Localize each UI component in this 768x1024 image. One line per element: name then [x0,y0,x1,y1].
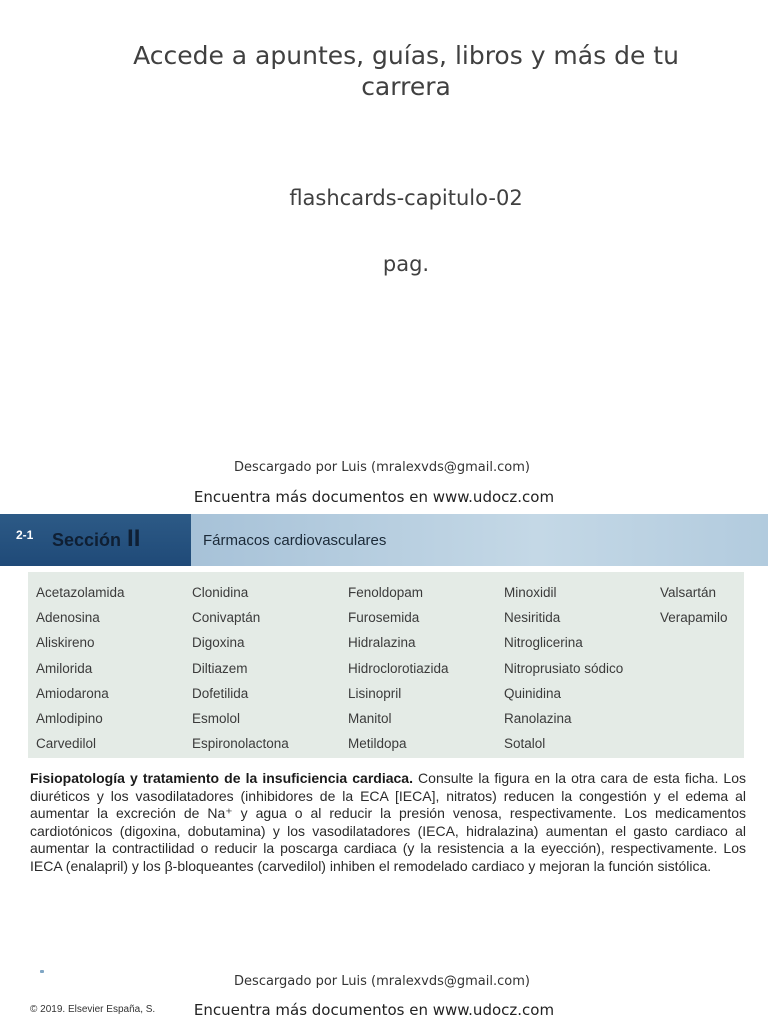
card-body-text [30,770,746,876]
drug-item: Conivaptán [192,610,261,626]
drug-column [36,580,125,756]
drug-item: Carvedilol [36,736,97,752]
drug-list [28,572,744,758]
drug-item: Lisinopril [348,685,402,701]
flashcard [0,514,768,914]
drug-item: Metildopa [348,736,407,752]
drug-column [192,580,289,756]
drug-item: Quinidina [504,685,562,701]
section-banner [0,514,768,566]
drug-item: Valsartán [660,585,717,600]
section-roman: II [127,525,141,552]
drug-column [660,580,728,630]
drug-item: Adenosina [36,610,100,626]
more-documents-link-footer[interactable]: Encuentra más documentos en www.udocz.com [193,1001,555,1019]
copyright-notice: © 2019. Elsevier España, S. [30,1004,156,1015]
drug-item: Amlodipino [36,710,103,726]
drug-item: Sotalol [504,736,546,752]
downloaded-by-notice-footer: Descargado por Luis (mralexvds@gmail.com) [234,974,530,989]
more-documents-link[interactable]: Encuentra más documentos en www.udocz.com [193,488,555,506]
section-header [0,514,191,566]
drug-item: Furosemida [348,610,420,626]
drug-item: Esmolol [192,710,241,726]
subject-title: Fármacos cardiovasculares [203,532,387,549]
subject-header [191,514,768,566]
decorative-dot [40,970,44,973]
drug-item: Manitol [348,710,392,726]
page-title: Accede a apuntes, guías, libros y más de tu carrera [133,41,679,101]
drug-item: Nitroglicerina [504,635,583,651]
drug-column [504,580,623,756]
section-label [52,525,140,553]
drug-item: Minoxidil [504,585,557,600]
page-label: pag. [382,252,430,276]
section-word: Sección [52,530,122,550]
drug-item: Nesiritida [504,610,561,626]
drug-item: Hidroclorotiazida [348,660,449,676]
drug-item: Ranolazina [504,710,572,726]
card-number: 2-1 [16,528,34,542]
drug-item: Amiodarona [36,685,109,701]
drug-item: Hidralazina [348,635,416,651]
downloaded-by-notice: Descargado por Luis (mralexvds@gmail.com) [234,460,530,475]
body-paragraph: Consulte la figura en la otra cara de esta ficha. Los diuréticos y los vasodilatadores (inhibidores de la ECA [IECA], nitratos) reducen la congestión y el edema al aumentar la excreción de Na⁺ y agua o al reducir la presión venosa, respectivamente. Los medicamentos cardiotónicos (digoxina, dobutamina) y los vasodilatadores (IECA, hidralazina) aumentan el gasto cardiaco al aumentar la contractilidad o reducir la poscarga cardiaca (y la resistencia a la eyección), respectivamente. Los IECA (enalapril) y los β-bloqueantes (carvedilol) inhiben el remodelado cardiaco y mejoran la función sistólica. [30,770,746,874]
drug-item: Aliskireno [36,635,95,651]
drug-column [348,580,449,756]
drug-item: Verapamilo [660,610,728,626]
drug-item: Clonidina [192,585,249,600]
drug-item: Amilorida [36,660,93,676]
drug-item: Acetazolamida [36,585,125,600]
drug-item: Nitroprusiato sódico [504,660,624,676]
drug-item: Dofetilida [192,685,249,701]
drug-item: Digoxina [192,635,245,651]
document-name: flashcards-capitulo-02 [289,186,523,210]
drug-item: Diltiazem [192,660,248,676]
drug-item: Espironolactona [192,736,289,752]
drug-item: Fenoldopam [348,585,424,600]
body-heading: Fisiopatología y tratamiento de la insuficiencia cardiaca. [30,770,413,786]
